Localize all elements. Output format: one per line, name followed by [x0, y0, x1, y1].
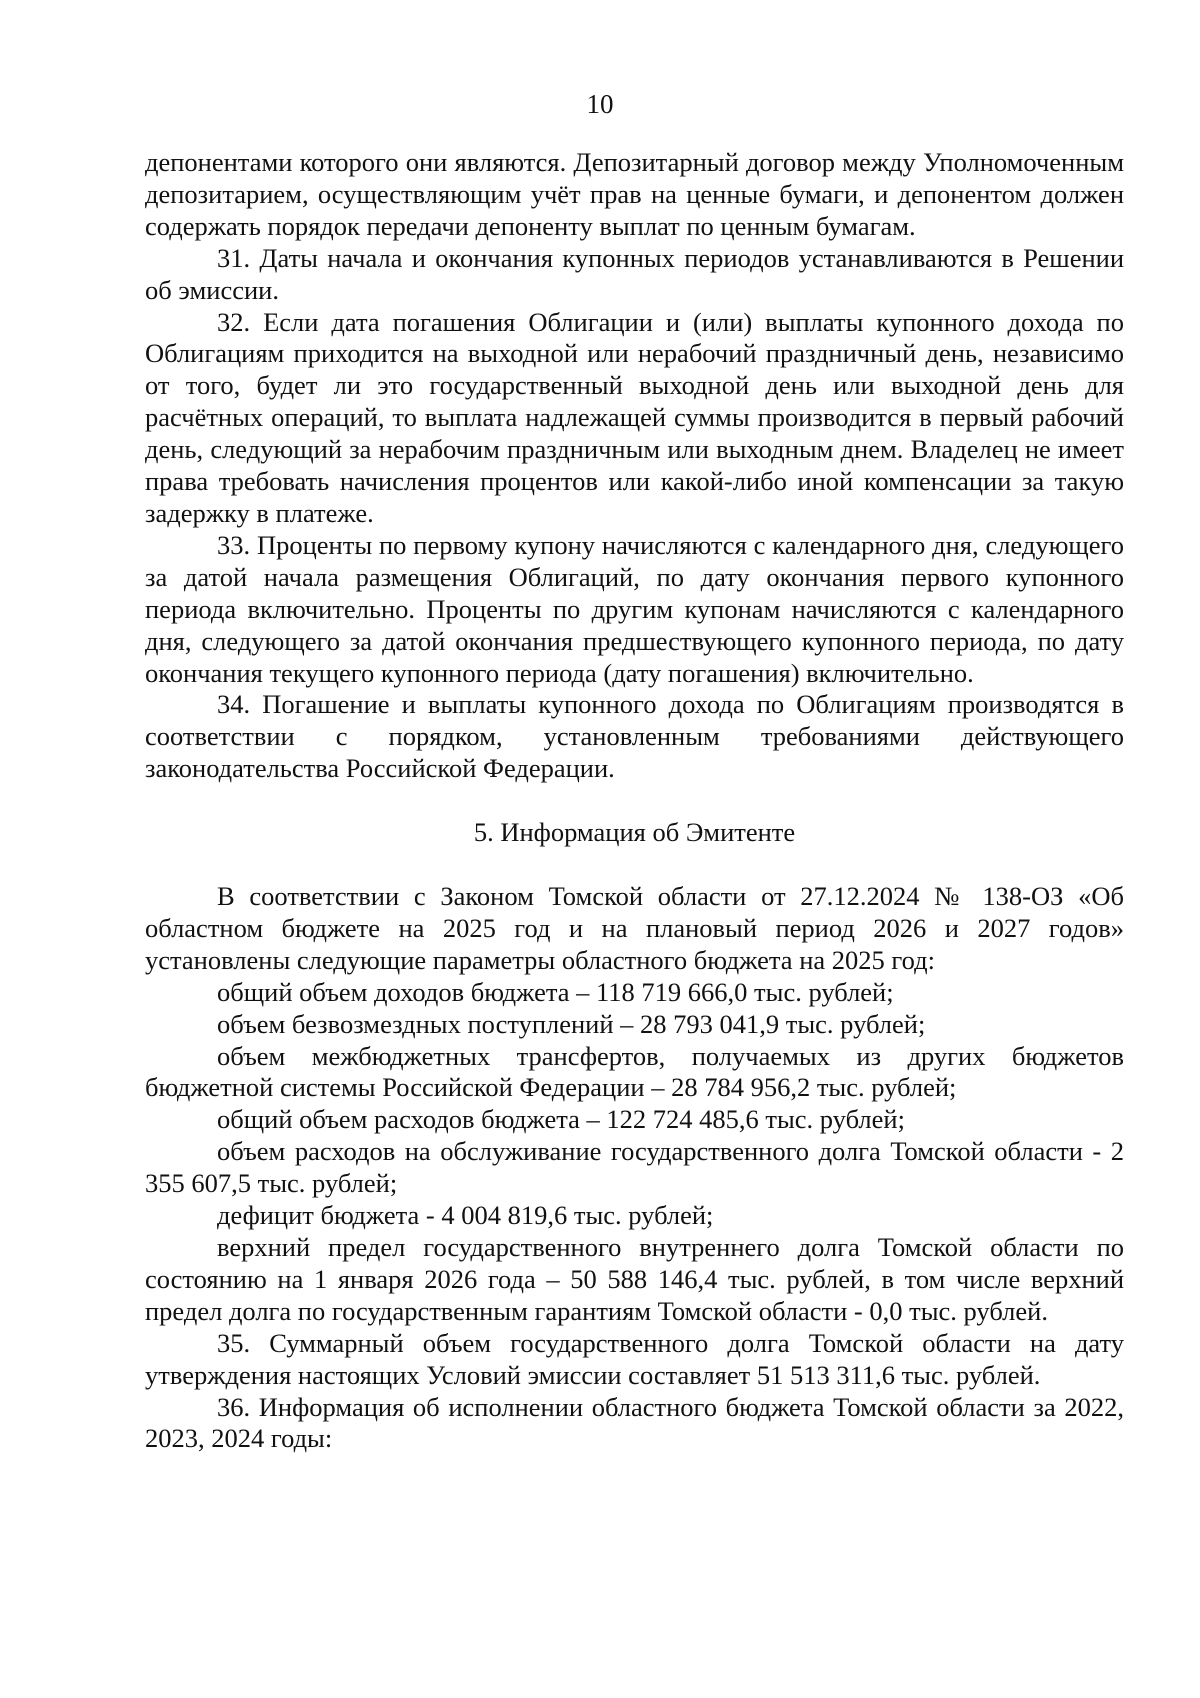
budget-param-deficit: дефицит бюджета - 4 004 819,6 тыс. рублей; — [217, 1200, 714, 1231]
paragraph-33: 33. Проценты по первому купону начисляются с календарного дня, следующего за датой начала размещения Облигаций, по дату окончания первого купонного периода включительно. Проценты по другим купонам начисляются с календарного дня, следующего за датой окончания предшествующего купонного периода, по дату окончания текущего купонного периода (дату погашения) включительно. — [145, 529, 1124, 688]
budget-param-revenue: общий объем доходов бюджета – 118 719 666,0 тыс. рублей; — [217, 976, 894, 1007]
paragraph-32: 32. Если дата погашения Облигации и (или) выплаты купонного дохода по Облигациям приходится на выходной или нерабочий праздничный день, независимо от того, будет ли это государственный выходной день или выходной день для расчётных операций, то выплата надлежащей суммы производится в первый рабочий день, следующий за нерабочим праздничным или выходным днем. Владелец не имеет права требовать начисления процентов или какой-либо иной компенсации за такую задержку в платеже. — [145, 306, 1124, 528]
budget-param-debt-limit: верхний предел государственного внутреннего долга Томской области по состоянию на 1 января 2026 года – 50 588 146,4 тыс. рублей, в том числе верхний предел долга по государственным гарантиям Томской области - 0,0 тыс. рублей. — [145, 1232, 1124, 1326]
document-body — [145, 147, 1124, 1455]
paragraph-31: 31. Даты начала и окончания купонных периодов устанавливаются в Решении об эмиссии. — [145, 242, 1124, 305]
intro-paragraph: В соответствии с Законом Томской области от 27.12.2024 № 138-ОЗ «Об областном бюджете на 2025 год и на плановый период 2026 и 2027 годов» установлены следующие параметры областного бюджета на 2025 год: — [145, 881, 1124, 975]
budget-param-transfers: объем межбюджетных трансфертов, получаемых из других бюджетов бюджетной системы Российской Федерации – 28 784 956,2 тыс. рублей; — [145, 1040, 1124, 1103]
paragraph-36: 36. Информация об исполнении областного бюджета Томской области за 2022, 2023, 2024 годы: — [145, 1391, 1124, 1454]
budget-param-debt-service: объем расходов на обслуживание государственного долга Томской области - 2 355 607,5 тыс. рублей; — [145, 1136, 1124, 1199]
section-heading: 5. Информация об Эмитенте — [473, 817, 796, 848]
page-number: 10 — [586, 89, 614, 119]
budget-param-grants: объем безвозмездных поступлений – 28 793 041,9 тыс. рублей; — [217, 1008, 926, 1039]
budget-param-expenses: общий объем расходов бюджета – 122 724 485,6 тыс. рублей; — [217, 1104, 905, 1135]
paragraph-35: 35. Суммарный объем государственного долга Томской области на дату утверждения настоящих Условий эмиссии составляет 51 513 311,6 тыс. рублей. — [145, 1327, 1124, 1390]
paragraph-continuation: депонентами которого они являются. Депозитарный договор между Уполномоченным депозитарием, осуществляющим учёт прав на ценные бумаги, и депонентом должен содержать порядок передачи депоненту выплат по ценным бумагам. — [145, 147, 1124, 241]
paragraph-34: 34. Погашение и выплаты купонного дохода по Облигациям производятся в соответствии с порядком, установленным требованиями действующего законодательства Российской Федерации. — [145, 689, 1124, 784]
